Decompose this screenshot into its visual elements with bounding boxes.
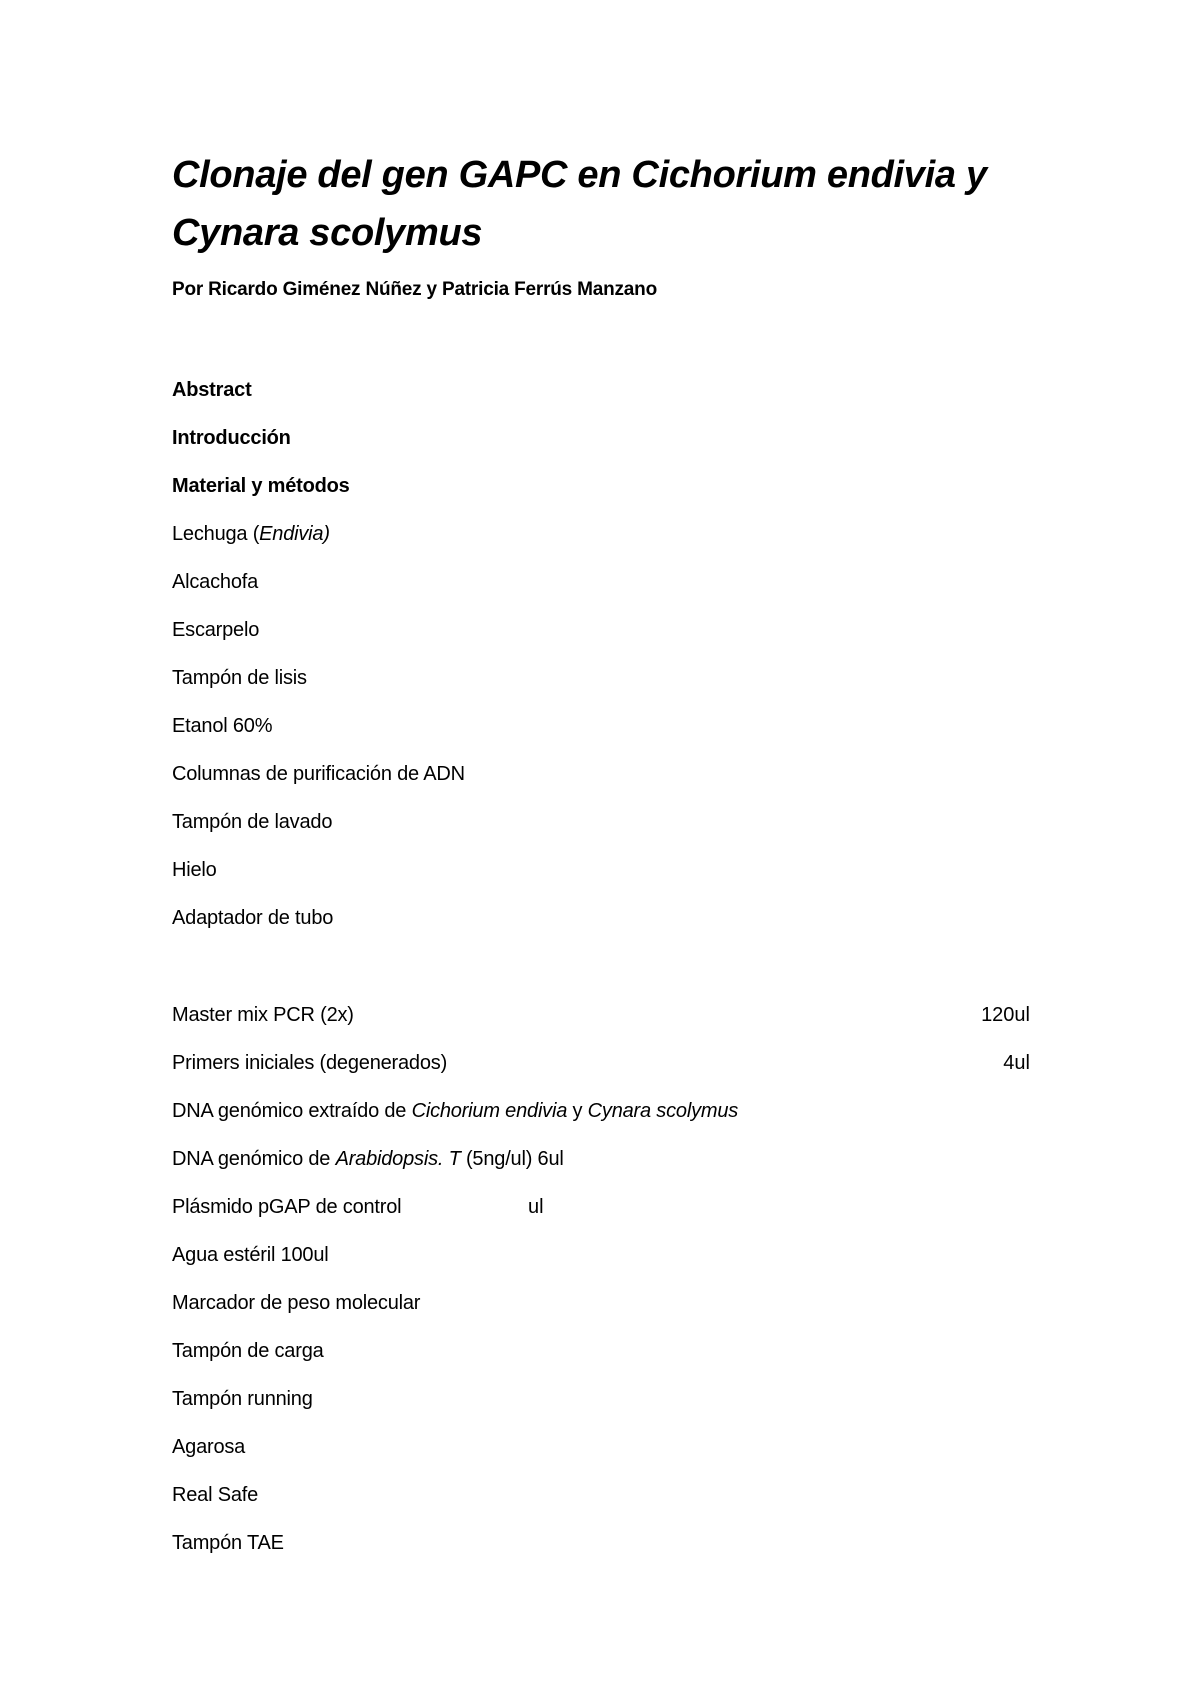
pcr-plasmido-unit: ul — [528, 1196, 544, 1218]
material-item-tampon-lisis: Tampón de lisis — [172, 667, 307, 689]
material-item-escarpelo: Escarpelo — [172, 619, 260, 641]
dna-extraido-join: y — [567, 1100, 588, 1122]
material-item-tampon-lavado: Tampón de lavado — [172, 811, 333, 833]
material-lechuga-italic: Endivia) — [259, 523, 330, 545]
pcr-item-real-safe: Real Safe — [172, 1484, 259, 1506]
pcr-master-mix-amount: 120ul — [981, 1004, 1030, 1026]
pcr-item-plasmido: Plásmido pGAP de control — [172, 1196, 402, 1218]
material-item-hielo: Hielo — [172, 859, 217, 881]
dna-extraido-text: DNA genómico extraído de — [172, 1100, 412, 1122]
pcr-primers-amount: 4ul — [1003, 1052, 1030, 1074]
pcr-item-primers: Primers iniciales (degenerados) — [172, 1052, 448, 1074]
pcr-item-agarosa: Agarosa — [172, 1436, 246, 1458]
authors-line: Por Ricardo Giménez Núñez y Patricia Ferrús Manzano — [172, 279, 657, 300]
section-heading-abstract: Abstract — [172, 379, 252, 401]
dna-extraido-species2: Cynara scolymus — [587, 1100, 739, 1122]
pcr-item-dna-arabidopsis — [172, 1146, 564, 1172]
pcr-item-agua: Agua estéril 100ul — [172, 1244, 329, 1266]
material-item-etanol: Etanol 60% — [172, 715, 273, 737]
document-title: Clonaje del gen GAPC en Cichorium endivia y Cynara scolymus — [172, 154, 987, 254]
material-item-columnas: Columnas de purificación de ADN — [172, 763, 465, 785]
pcr-item-master-mix: Master mix PCR (2x) — [172, 1004, 354, 1026]
dna-arabidopsis-italic: Arabidopsis. T — [335, 1148, 461, 1170]
material-item-adaptador: Adaptador de tubo — [172, 907, 334, 929]
material-item-lechuga — [172, 521, 330, 547]
section-heading-introduction: Introducción — [172, 427, 291, 449]
pcr-item-dna-extraido — [172, 1098, 738, 1124]
dna-arabidopsis-rest: (5ng/ul) 6ul — [460, 1148, 564, 1170]
dna-extraido-species1: Cichorium endivia — [411, 1100, 568, 1122]
pcr-item-marcador: Marcador de peso molecular — [172, 1292, 421, 1314]
pcr-item-tampon-running: Tampón running — [172, 1388, 313, 1410]
dna-arabidopsis-text: DNA genómico de — [172, 1148, 336, 1170]
pcr-item-tampon-tae: Tampón TAE — [172, 1532, 284, 1554]
material-lechuga-text: Lechuga ( — [172, 523, 260, 545]
material-item-alcachofa: Alcachofa — [172, 571, 259, 593]
pcr-item-tampon-carga: Tampón de carga — [172, 1340, 324, 1362]
section-heading-methods: Material y métodos — [172, 475, 350, 497]
